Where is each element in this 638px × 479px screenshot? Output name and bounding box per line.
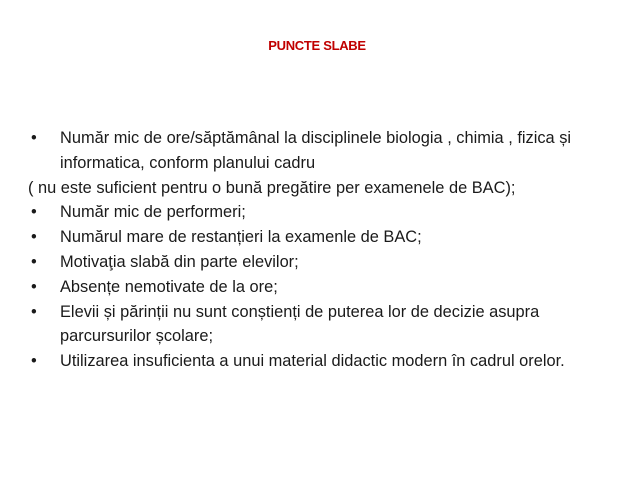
list-item <box>30 225 620 250</box>
list-item-text: ( nu este suficient pentru o bună pregătire per examenele de BAC); <box>28 178 516 197</box>
list-item <box>30 250 620 275</box>
list-item-continuation <box>0 176 620 201</box>
list-item-text: Motivaţia slabă din parte elevilor; <box>60 252 299 271</box>
list-item-text: Număr mic de performeri; <box>60 203 246 222</box>
bullet-icon: • <box>31 252 37 271</box>
bullet-list <box>30 126 620 374</box>
list-item <box>30 200 620 225</box>
slide-title <box>0 38 638 53</box>
bullet-icon: • <box>31 203 37 222</box>
list-item-text: Elevii și părinții nu sunt conștienți de puterea lor de decizie asupra parcursurilor școlare; <box>60 302 540 346</box>
list-item-text: Numărul mare de restanțieri la examenle de BAC; <box>60 228 422 247</box>
list-item <box>30 126 620 176</box>
list-item <box>30 300 620 350</box>
slide-title-text: PUNCTE SLABE <box>268 38 366 53</box>
list-item <box>30 349 620 374</box>
bullet-icon: • <box>31 277 37 296</box>
bullet-icon: • <box>31 228 37 247</box>
bullet-icon: • <box>31 302 37 321</box>
list-item <box>30 275 620 300</box>
list-item-text: Utilizarea insuficienta a unui material didactic modern în cadrul orelor. <box>60 352 565 371</box>
bullet-icon: • <box>31 352 37 371</box>
bullet-icon: • <box>31 129 37 147</box>
list-item-text: Absențe nemotivate de la ore; <box>60 277 278 296</box>
list-item-text: Număr mic de ore/săptămânal la disciplinele biologia , chimia , fizica și informatica, conform planului cadru <box>60 129 572 172</box>
